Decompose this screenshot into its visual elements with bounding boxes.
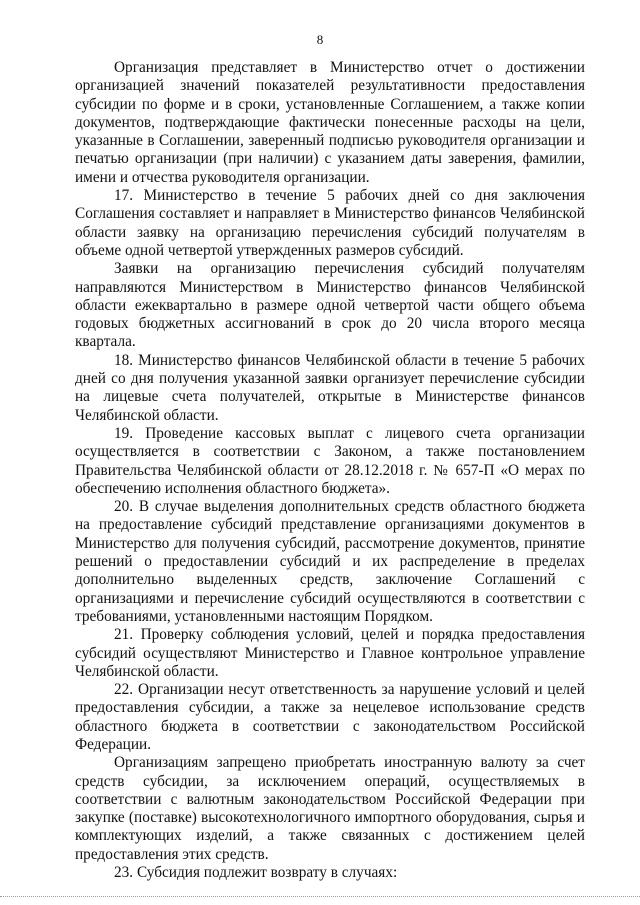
paragraph-currency-prohibition: Организациям запрещено приобретать иностранную валюту за счет средств субсидии, за исключением операций, осуществляемых в соответствии с валютным законодательством Российской Федерации при закупке (поставке) высокотехнологичного импортного оборудования, сырья и комплектующих изделий, а также связанных с достижением целей предоставления этих средств.: [75, 754, 585, 863]
paragraph-21: 21. Проверку соблюдения условий, целей и порядка предоставления субсидий осуществляют Министерство и Главное контрольное управление Челябинской области.: [75, 626, 585, 680]
paragraph-18: 18. Министерство финансов Челябинской области в течение 5 рабочих дней со дня получения указанной заявки организует перечисление субсидии на лицевые счета получателей, открытые в Министерстве финансов Челябинской области.: [75, 351, 585, 424]
page-number: 8: [316, 32, 324, 47]
scan-bottom-edge: [0, 896, 640, 897]
paragraph-19: 19. Проведение кассовых выплат с лицевого счета организации осуществляется в соответствии с Законом, а также постановлением Правительства Челябинской области от 28.12.2018 г. № 657-П «О мерах по обеспечению исполнения областного бюджета».: [75, 424, 585, 497]
paragraph-22: 22. Организации несут ответственность за нарушение условий и целей предоставления субсидии, а также за нецелевое использование средств областного бюджета в соответствии с законодательством Российской Федерации.: [75, 681, 585, 753]
paragraph-transfer-requests: Заявки на организацию перечисления субсидий получателям направляются Министерством в Министерство финансов Челябинской области ежеквартально в размере одной четвертой части общего объема годовых бюджетных ассигнований в срок до 20 числа второго месяца квартала.: [75, 260, 585, 351]
paragraph-20: 20. В случае выделения дополнительных средств областного бюджета на предоставление субсидий представление организациями документов в Министерство для получения субсидий, рассмотрение документов, принятие решений о предоставлении субсидий и их распределение в пределах дополнительно выделенных средств, заключение Соглашений с организациями и перечисление субсидий осуществляются в соответствии с требованиями, установленными настоящим Порядком.: [75, 498, 585, 625]
paragraph-17: 17. Министерство в течение 5 рабочих дней со дня заключения Соглашения составляет и направляет в Министерство финансов Челябинской области заявку на организацию перечисления субсидий получателям в объеме одной четвертой утвержденных размеров субсидий.: [75, 187, 585, 259]
paragraph-report-submission: Организация представляет в Министерство отчет о достижении организацией значений показателей результативности предоставления субсидии по форме и в сроки, установленные Соглашением, а также копии документов, подтверждающие фактически понесенные расходы на цели, указанные в Соглашении, заверенный подписью руководителя организации и печатью организации (при наличии) с указанием даты заверения, фамилии, имени и отчества руководителя организации.: [75, 59, 585, 186]
paragraph-23: 23. Субсидия подлежит возврату в случаях:: [114, 864, 398, 882]
document-body: [75, 59, 585, 882]
